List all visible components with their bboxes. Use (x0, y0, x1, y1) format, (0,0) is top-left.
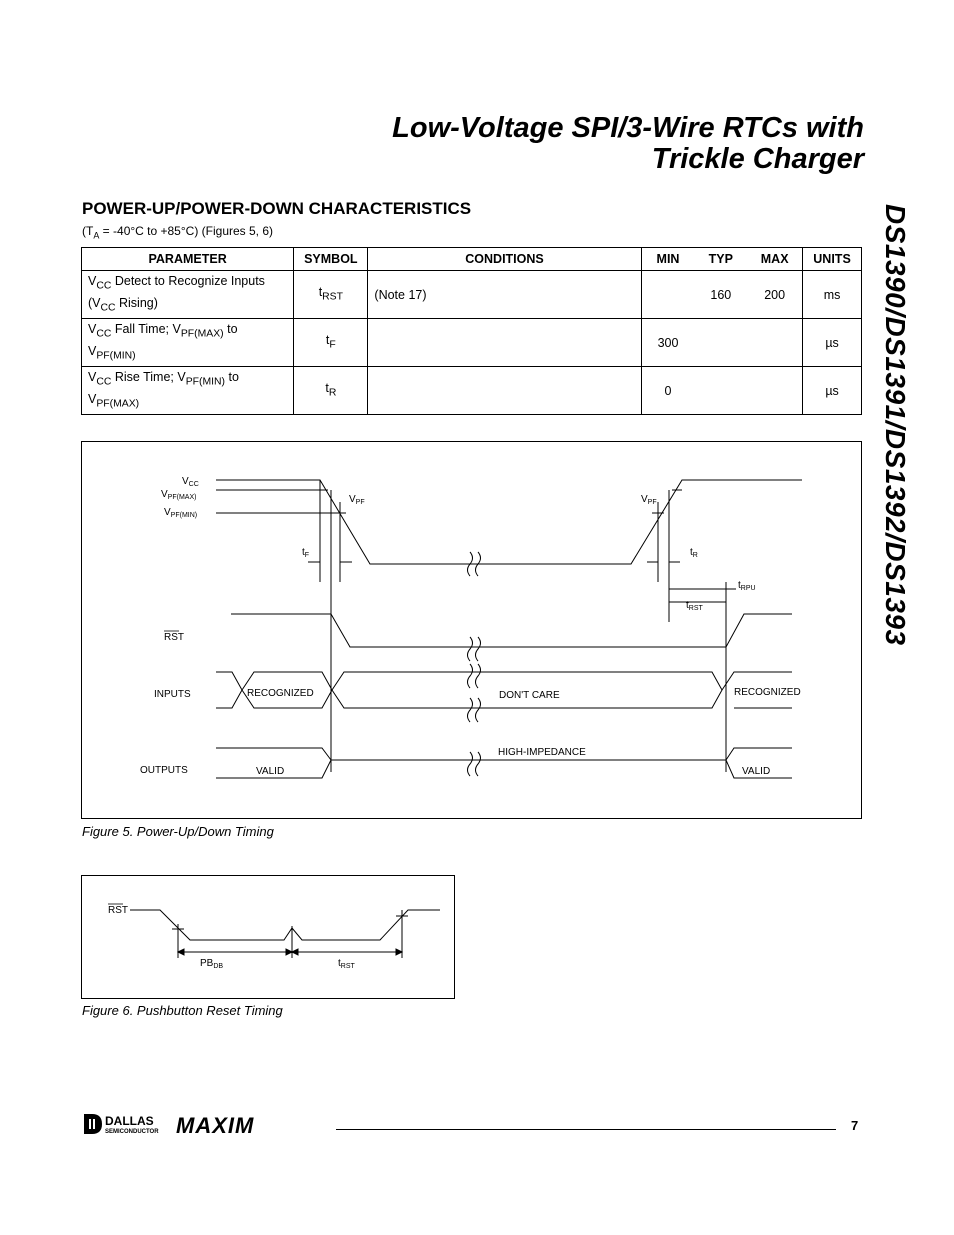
cell-conditions (368, 319, 641, 367)
col-header-max: MAX (747, 248, 802, 271)
label-recognized-right: RECOGNIZED (734, 687, 801, 698)
col-header-parameter: PARAMETER (82, 248, 294, 271)
fig6-label-pbdb: $PB_{DB}$ (200, 958, 224, 970)
table-row (82, 271, 862, 319)
table-header-row (82, 248, 862, 271)
rst-waveform (231, 614, 792, 647)
cell-typ: 160 (694, 271, 747, 319)
cell-symbol: $t_F$ (294, 319, 368, 367)
cell-units: µs (803, 367, 862, 415)
col-header-min: MIN (641, 248, 694, 271)
document-title (392, 113, 864, 175)
label-vpfmin: $V_{PF(MIN)}$ (164, 507, 198, 519)
side-part-number-title (880, 204, 911, 764)
logo-dallas-text: DALLAS (105, 1114, 154, 1128)
logo-maxim-text: MAXIM (176, 1113, 255, 1136)
label-outputs: OUTPUTS (140, 765, 188, 776)
title-line-2: Trickle Charger (651, 143, 864, 175)
figure-5-diagram (82, 442, 861, 818)
label-recognized-left: RECOGNIZED (247, 688, 314, 699)
cell-symbol: $t_R$ (294, 367, 368, 415)
break-mark-outputs (468, 752, 481, 776)
footer-rule (336, 1129, 836, 1130)
section-heading: POWER-UP/POWER-DOWN CHARACTERISTICS (82, 199, 472, 218)
label-tr: $t_R$ (690, 547, 698, 559)
label-vpf-right: $V_{PF}$ (641, 494, 657, 506)
cell-typ (694, 367, 747, 415)
break-mark-inputs-bottom (468, 698, 481, 722)
cell-units: ms (803, 271, 862, 319)
col-header-units: UNITS (803, 248, 862, 271)
label-rst: RST (164, 632, 184, 643)
figure-6-pushbutton-reset-timing (81, 875, 455, 999)
col-header-typ: TYP (694, 248, 747, 271)
cell-conditions (368, 367, 641, 415)
label-dont-care: DON'T CARE (499, 690, 560, 701)
inputs-left-edge (216, 672, 242, 708)
label-valid-right: VALID (742, 766, 771, 777)
cell-max: 200 (747, 271, 802, 319)
table-row (82, 319, 862, 367)
label-vpfmax: $V_{PF(MAX)}$ (161, 489, 197, 501)
cell-min: 300 (641, 319, 694, 367)
cell-max (747, 319, 802, 367)
figure-6-caption: Figure 6. Pushbutton Reset Timing (82, 1003, 283, 1018)
col-header-symbol: SYMBOL (294, 248, 368, 271)
cell-parameter: $V_{CC}$ Detect to Recognize Inputs ($V_{CC}$ Rising) (82, 271, 294, 319)
cell-min (641, 271, 694, 319)
cell-parameter: $V_{CC}$ Fall Time; $V_{PF(MAX)}$ to $V_{PF(MIN)}$ (82, 319, 294, 367)
label-high-impedance: HIGH-IMPEDANCE (498, 747, 586, 758)
cell-min: 0 (641, 367, 694, 415)
break-mark-inputs-top (468, 664, 481, 688)
page-number: 7 (851, 1118, 859, 1133)
label-vcc: $V_{CC}$ (182, 476, 199, 488)
figure-5-power-up-down-timing (81, 441, 862, 819)
footer-logo (84, 1112, 329, 1141)
fig6-label-rst: RST (108, 905, 128, 916)
label-vpf-left: $V_{PF}$ (349, 494, 365, 506)
title-line-1: Low-Voltage SPI/3-Wire RTCs with (392, 112, 864, 144)
table-row (82, 367, 862, 415)
cell-symbol: $t_{RST}$ (294, 271, 368, 319)
fig6-label-trst: $t_{RST}$ (338, 958, 355, 970)
cell-units: µs (803, 319, 862, 367)
logo-semiconductor-text: SEMICONDUCTOR (105, 1129, 159, 1135)
label-inputs: INPUTS (154, 689, 191, 700)
cell-typ (694, 319, 747, 367)
dallas-maxim-logo (84, 1112, 329, 1136)
side-title-text: DS1390/DS1391/DS1392/DS1393 (880, 204, 911, 646)
figure-5-caption: Figure 5. Power-Up/Down Timing (82, 824, 274, 839)
characteristics-table (81, 247, 862, 415)
cell-parameter: $V_{CC}$ Rise Time; $V_{PF(MIN)}$ to $V_{PF(MAX)}$ (82, 367, 294, 415)
rst-pulse-waveform (130, 910, 440, 940)
label-trpu: $t_{RPU}$ (738, 580, 756, 592)
cell-conditions: (Note 17) (368, 271, 641, 319)
label-valid-left: VALID (256, 766, 285, 777)
cell-max (747, 367, 802, 415)
label-tf: $t_F$ (302, 547, 310, 559)
label-trst: $t_{RST}$ (686, 600, 703, 612)
figure-6-diagram (82, 876, 454, 998)
conditions-note: ($T_A = -40^\circ C$ to +85°C) (Figures 5, 6) (82, 224, 274, 241)
break-mark-rst (468, 637, 481, 661)
col-header-conditions: CONDITIONS (368, 248, 641, 271)
